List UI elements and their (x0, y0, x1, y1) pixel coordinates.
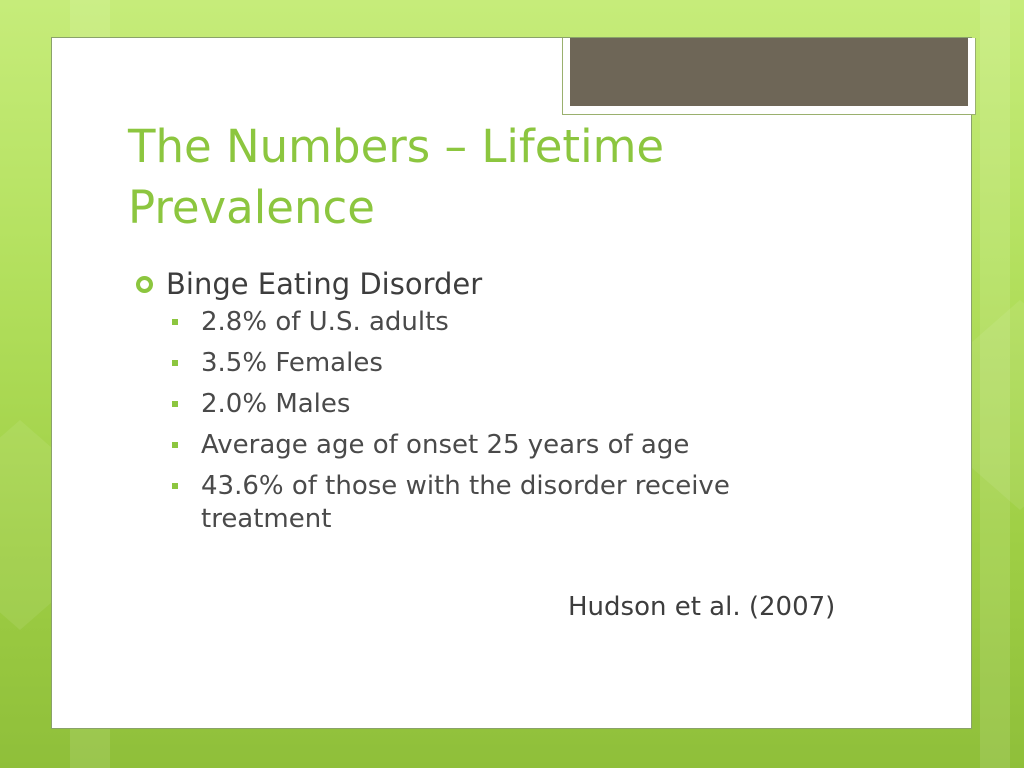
sub-bullet-list (170, 306, 830, 544)
square-bullet-icon (172, 401, 178, 407)
sub-bullet-item (170, 347, 830, 380)
sub-bullet-item (170, 306, 830, 339)
sub-bullet-text: 43.6% of those with the disorder receive treatment (201, 471, 730, 534)
sub-bullet-item (170, 470, 830, 536)
ring-bullet-icon (136, 276, 153, 293)
sub-bullet-text: 2.8% of U.S. adults (201, 307, 449, 337)
square-bullet-icon (172, 319, 178, 325)
header-color-bar (570, 38, 968, 106)
sub-bullet-text: Average age of onset 25 years of age (201, 430, 690, 460)
main-bullet-text: Binge Eating Disorder (166, 267, 483, 301)
square-bullet-icon (172, 483, 178, 489)
sub-bullet-item (170, 388, 830, 421)
sub-bullet-text: 2.0% Males (201, 389, 351, 419)
slide-title: The Numbers – Lifetime Prevalence (128, 120, 665, 234)
sub-bullet-text: 3.5% Females (201, 348, 383, 378)
header-tab (562, 38, 976, 115)
square-bullet-icon (172, 442, 178, 448)
square-bullet-icon (172, 360, 178, 366)
sub-bullet-item (170, 429, 830, 462)
citation: Hudson et al. (2007) (568, 592, 836, 622)
